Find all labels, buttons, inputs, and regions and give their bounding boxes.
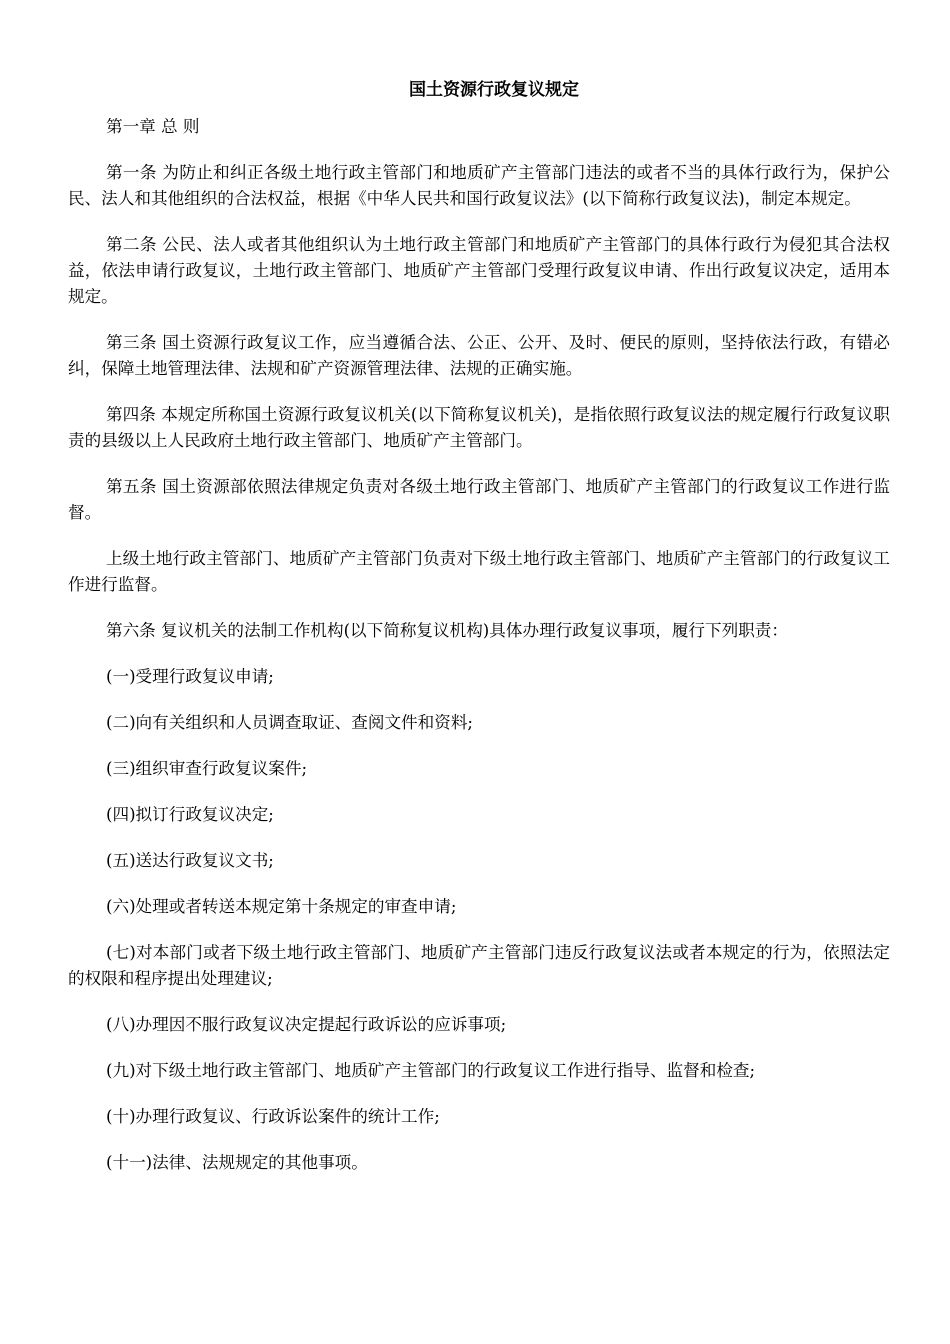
article-6-item-9: (九)对下级土地行政主管部门、地质矿产主管部门的行政复议工作进行指导、监督和检查; (106, 1061, 756, 1080)
article-5-paragraph-2: 上级土地行政主管部门、地质矿产主管部门负责对下级土地行政主管部门、地质矿产主管部门的行政复议工作进行监督。 (68, 549, 890, 594)
article-6-item-5: (五)送达行政复议文书; (106, 851, 274, 870)
article-5: 第五条 国土资源部依照法律规定负责对各级土地行政主管部门、地质矿产主管部门的行政复议工作进行监督。 (68, 477, 890, 522)
article-6-item-11: (十一)法律、法规规定的其他事项。 (106, 1153, 368, 1172)
chapter-heading: 第一章 总 则 (106, 117, 200, 136)
article-6-item-7: (七)对本部门或者下级土地行政主管部门、地质矿产主管部门违反行政复议法或者本规定的行为，依照法定的权限和程序提出处理建议; (68, 943, 890, 988)
document-title: 国土资源行政复议规定 (409, 80, 579, 100)
article-6: 第六条 复议机关的法制工作机构(以下简称复议机构)具体办理行政复议事项，履行下列职责： (106, 621, 788, 640)
article-6-item-1: (一)受理行政复议申请; (106, 667, 274, 686)
article-4: 第四条 本规定所称国土资源行政复议机关(以下简称复议机关)，是指依照行政复议法的规定履行行政复议职责的县级以上人民政府土地行政主管部门、地质矿产主管部门。 (68, 405, 890, 450)
article-3: 第三条 国土资源行政复议工作，应当遵循合法、公正、公开、及时、便民的原则，坚持依法行政，有错必纠，保障土地管理法律、法规和矿产资源管理法律、法规的正确实施。 (68, 333, 890, 378)
article-1: 第一条 为防止和纠正各级土地行政主管部门和地质矿产主管部门违法的或者不当的具体行政行为，保护公民、法人和其他组织的合法权益，根据《中华人民共和国行政复议法》(以下简称行政复议法)，制定本规定。 (68, 163, 890, 208)
article-6-item-3: (三)组织审查行政复议案件; (106, 759, 308, 778)
article-6-item-8: (八)办理因不服行政复议决定提起行政诉讼的应诉事项; (106, 1015, 507, 1034)
article-6-item-2: (二)向有关组织和人员调查取证、查阅文件和资料; (106, 713, 474, 732)
article-6-item-10: (十)办理行政复议、行政诉讼案件的统计工作; (106, 1107, 440, 1126)
article-6-item-4: (四)拟订行政复议决定; (106, 805, 274, 824)
article-2: 第二条 公民、法人或者其他组织认为土地行政主管部门和地质矿产主管部门的具体行政行为侵犯其合法权益，依法申请行政复议，土地行政主管部门、地质矿产主管部门受理行政复议申请、作出行政复议决定，适用本规定。 (68, 235, 890, 306)
article-6-item-6: (六)处理或者转送本规定第十条规定的审查申请; (106, 897, 457, 916)
